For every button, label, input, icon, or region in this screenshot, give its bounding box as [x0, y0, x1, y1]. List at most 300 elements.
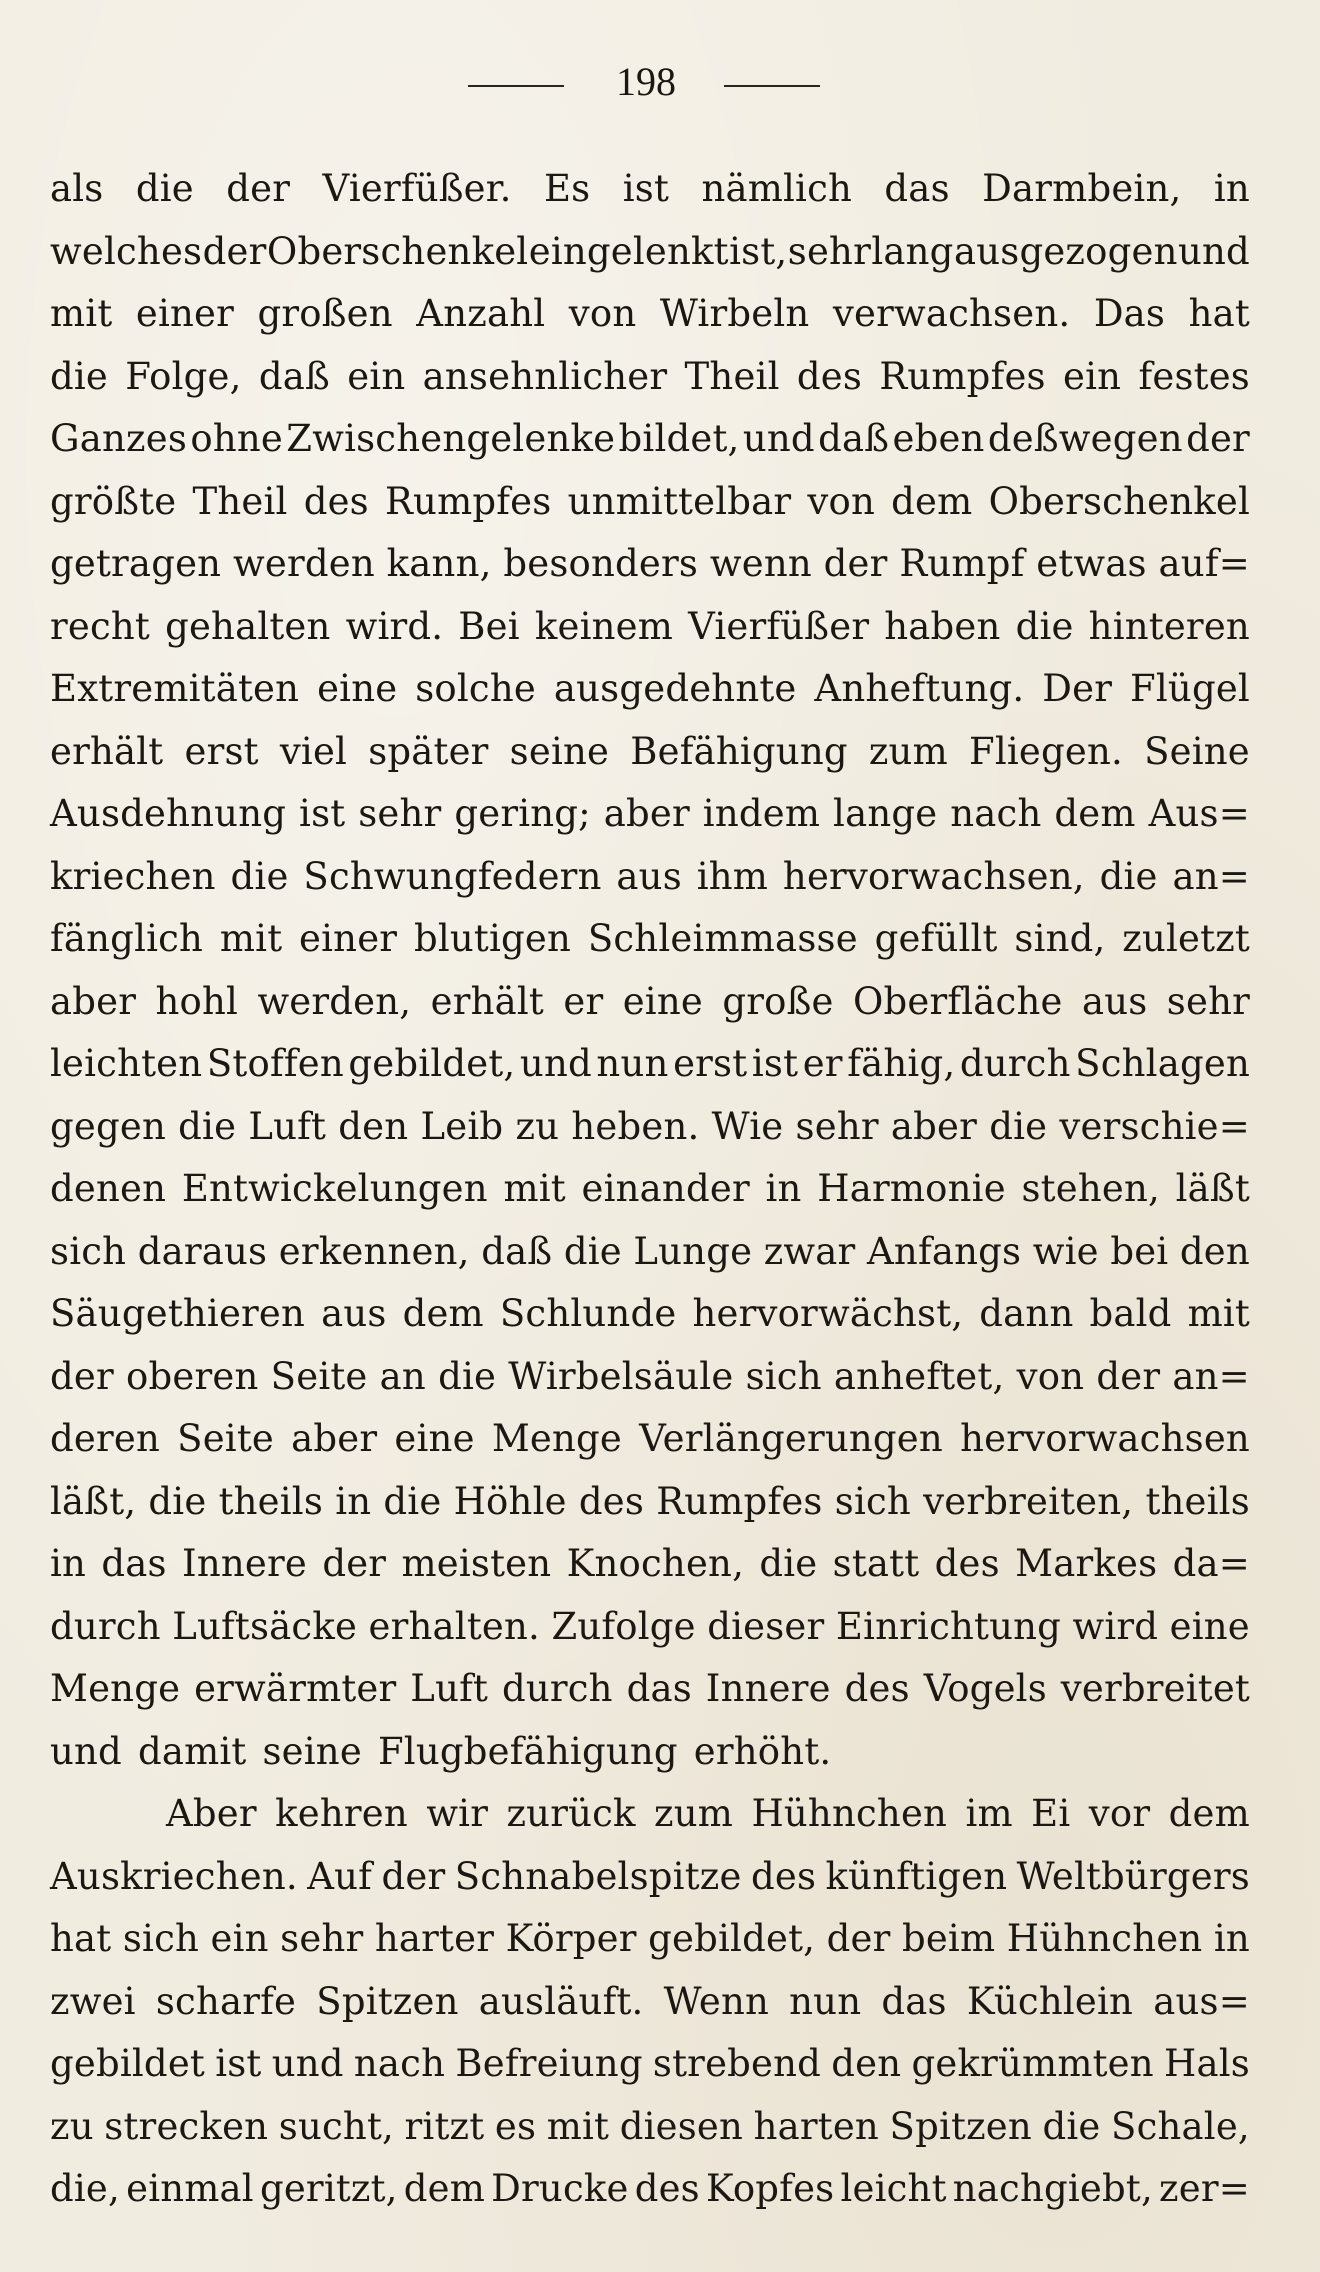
word: Anzahl [416, 292, 546, 335]
word: hervorwächst, [692, 1292, 964, 1335]
word: unmittelbar [567, 479, 792, 523]
word: Befreiung [455, 2042, 643, 2085]
page-number: 198 [616, 59, 676, 104]
word: Luft [410, 1667, 489, 1710]
word: Luft [248, 1104, 327, 1148]
word: aus= [1153, 1979, 1250, 2023]
text-line [50, 1346, 1250, 1409]
word: erkennen, [278, 1229, 470, 1273]
word: an [379, 1354, 426, 1398]
word: dem [402, 1292, 484, 1335]
text-line [50, 533, 1250, 596]
word: bald [1089, 1292, 1172, 1335]
word: durch [50, 1604, 161, 1648]
word: hervorwachsen [960, 1417, 1250, 1460]
word: des [796, 354, 863, 398]
word: Hühnchen [1006, 1917, 1203, 1960]
word: ansehnlicher [422, 354, 668, 398]
word: nun [596, 1042, 669, 1085]
word: Menge [491, 1417, 623, 1460]
word: etwas [1036, 542, 1147, 585]
text-line [50, 1533, 1250, 1596]
word: Rumpfes [385, 479, 552, 523]
word: daß [258, 354, 330, 398]
word: Lunge [633, 1229, 753, 1273]
word: Höhle [453, 1479, 567, 1523]
word: eben [892, 417, 985, 460]
word: dem [403, 2167, 486, 2210]
word: seine [262, 1729, 362, 1773]
word: ritzt [404, 2104, 485, 2148]
word: erwärmter [194, 1667, 397, 1710]
word: Seine [1144, 729, 1250, 773]
word: hat [50, 1917, 112, 1960]
word: blutigen [413, 917, 572, 960]
body-text [50, 158, 1250, 2221]
word: die [563, 1229, 622, 1273]
word: die, [50, 2167, 120, 2210]
word: verbreiten, [923, 1479, 1134, 1523]
word: Knochen, [566, 1542, 745, 1585]
word: erst [184, 729, 259, 773]
word: zum [654, 1792, 734, 1835]
word: indem [702, 792, 821, 835]
word: zu [50, 2104, 94, 2148]
text-line [50, 1721, 1250, 1784]
word: gegen [50, 1104, 166, 1148]
word: ohne [190, 417, 283, 460]
word: die [230, 854, 289, 898]
word: und [742, 417, 815, 460]
word: Flugbefähigung [377, 1729, 678, 1773]
text-line [50, 2158, 1250, 2221]
word: zum [868, 729, 948, 773]
word: das [884, 167, 950, 210]
word: lange [833, 792, 938, 835]
word: große [722, 979, 834, 1023]
word: kann, [386, 542, 492, 585]
word: kehren [275, 1792, 408, 1835]
word: werden [233, 542, 375, 585]
word: erhält [50, 729, 164, 773]
word: Wirbeln [659, 292, 810, 335]
word: Auf [307, 1854, 373, 1898]
word: Schlagen [1075, 1042, 1250, 1085]
word: nun [789, 1979, 862, 2023]
word: läßt [1175, 1167, 1250, 1210]
word: leicht [840, 2167, 947, 2210]
word: sich [745, 1354, 822, 1398]
text-line [50, 971, 1250, 1034]
word: zurück [506, 1792, 636, 1835]
text-line [50, 2096, 1250, 2159]
word: mit [50, 292, 113, 335]
word: als [50, 167, 104, 210]
word: daraus [137, 1229, 268, 1273]
text-line [50, 1971, 1250, 2034]
word: hervorwachsen, [782, 854, 1085, 898]
word: Spitzen [316, 1979, 459, 2023]
word: Vogels [923, 1667, 1047, 1710]
text-line [50, 1658, 1250, 1721]
word: einmal [126, 2167, 254, 2210]
word: Wenn [663, 1979, 770, 2023]
word: deßwegen [987, 417, 1183, 460]
text-line [50, 783, 1250, 846]
text-line [50, 1908, 1250, 1971]
word: sehr [787, 229, 871, 273]
word: sich [834, 1479, 911, 1523]
word: mit [219, 917, 283, 960]
word: solche [415, 667, 536, 710]
word: der [823, 542, 888, 585]
word: geritzt, [259, 2167, 398, 2210]
text-line [50, 1221, 1250, 1284]
word: auf= [1158, 542, 1250, 585]
word: Schale, [1111, 2104, 1250, 2148]
word: nach [950, 792, 1042, 835]
word: gefüllt [874, 917, 998, 960]
word: die [1042, 2104, 1101, 2148]
word: werden, [257, 979, 412, 1023]
word: verschie= [1059, 1104, 1250, 1148]
word: von [807, 479, 876, 523]
word: den [831, 2042, 902, 2085]
word: Extremitäten [50, 667, 300, 710]
text-line [50, 1283, 1250, 1346]
word: daß [818, 417, 890, 460]
word: harter [374, 1917, 495, 1960]
word: anheftet, [833, 1354, 1005, 1398]
word: der [322, 1542, 387, 1585]
word: eingelenkt [528, 229, 729, 273]
word: nach [353, 2042, 446, 2085]
word: Seite [177, 1417, 274, 1460]
word: Menge [50, 1667, 181, 1710]
word: beim [901, 1917, 996, 1960]
word: von [1016, 1354, 1085, 1398]
word: da= [1172, 1542, 1250, 1585]
word: wir [426, 1792, 489, 1835]
word: er [563, 979, 604, 1023]
text-line [50, 1158, 1250, 1221]
word: ist [751, 1042, 799, 1085]
word: Harmonie [817, 1167, 1006, 1210]
word: das [101, 1542, 167, 1585]
word: eine [1169, 1604, 1250, 1648]
word: mit [546, 2104, 610, 2148]
word: oberen [126, 1354, 259, 1398]
text-line [50, 1408, 1250, 1471]
word: Bei [458, 604, 520, 648]
word: durch [501, 1667, 613, 1710]
word: sehr [280, 1917, 364, 1960]
word: Ausdehnung [50, 792, 287, 835]
word: statt [832, 1542, 920, 1585]
word: Kopfes [705, 2167, 835, 2210]
word: dieser [707, 1604, 825, 1648]
word: erhöht. [693, 1729, 832, 1773]
text-line [50, 1783, 1250, 1846]
word: und [271, 2042, 344, 2085]
word: ist [622, 167, 670, 210]
word: seine [509, 729, 610, 773]
word: Es [543, 167, 591, 210]
word: wenn [709, 542, 812, 585]
word: besonders [503, 542, 699, 585]
text-line [50, 1096, 1250, 1159]
word: bei [1110, 1229, 1169, 1273]
word: in [1213, 1917, 1250, 1960]
word: einander [581, 1167, 750, 1210]
word: fänglich [50, 917, 204, 960]
word: Schleimmasse [587, 917, 858, 960]
word: Weltbürgers [1016, 1854, 1250, 1898]
word: meisten [401, 1542, 552, 1585]
word: eine [394, 1417, 475, 1460]
text-line [50, 846, 1250, 909]
word: erst [673, 1042, 748, 1085]
word: im [965, 1792, 1013, 1835]
word: welches [50, 229, 203, 273]
word: hat [1188, 292, 1250, 335]
word: die [1015, 604, 1074, 648]
text-line [50, 658, 1250, 721]
word: zuletzt [1122, 917, 1250, 960]
word: zwei [50, 1979, 136, 2023]
word: Wirbelsäule [508, 1354, 734, 1398]
word: er [802, 1042, 843, 1085]
word: Zufolge [551, 1604, 696, 1648]
word: es [494, 2104, 537, 2148]
word: recht [50, 604, 151, 648]
word: zwar [763, 1229, 856, 1273]
word: Küchlein [966, 1979, 1134, 2023]
word: wie [1032, 1229, 1099, 1273]
word: Zwischengelenke [286, 417, 616, 460]
word: diesen [619, 2104, 744, 2148]
word: Das [1093, 292, 1166, 335]
word: Aber [166, 1792, 257, 1835]
word: ist [299, 792, 346, 835]
word: Leib [420, 1104, 504, 1148]
text-line [50, 158, 1250, 221]
word: verbreitet [1060, 1667, 1250, 1710]
word: sehr [358, 792, 442, 835]
word: erhalten. [368, 1604, 540, 1648]
header-rule-left [468, 85, 564, 87]
word: die [135, 167, 194, 210]
word: die [759, 1542, 818, 1585]
word: Fliegen. [968, 729, 1123, 773]
word: Rumpf [899, 542, 1025, 585]
word: Oberfläche [852, 979, 1063, 1023]
word: strecken [104, 2104, 269, 2148]
word: Drucke [491, 2167, 629, 2210]
word: der [1186, 417, 1250, 460]
word: ausläuft. [478, 1979, 644, 2023]
word: nämlich [701, 167, 853, 210]
word: gebildet, [648, 1917, 816, 1960]
word: zu [515, 1104, 560, 1148]
word: lang [871, 229, 954, 273]
word: des [750, 1854, 817, 1898]
word: läßt, [50, 1479, 137, 1523]
word: und [50, 1729, 122, 1773]
word: ein [210, 1917, 269, 1960]
text-line [50, 1033, 1250, 1096]
word: kriechen [50, 854, 216, 898]
word: daß [481, 1229, 553, 1273]
word: verwachsen. [832, 292, 1071, 335]
text-line [50, 908, 1250, 971]
word: einer [299, 917, 398, 960]
word: leichten [50, 1042, 203, 1085]
word: Befähigung [630, 729, 848, 773]
word: sucht, [278, 2104, 394, 2148]
word: Schnabelspitze [454, 1854, 742, 1898]
word: und [519, 1042, 592, 1085]
word: dem [1168, 1792, 1250, 1835]
word: Einrichtung [835, 1604, 1062, 1648]
word: eine [622, 979, 703, 1023]
word: die [148, 1479, 207, 1523]
word: denen [50, 1167, 167, 1210]
word: hohl [155, 979, 239, 1023]
word: dem [1054, 792, 1136, 835]
word: getragen [50, 542, 222, 585]
word: ausgedehnte [553, 667, 797, 710]
word: gebildet, [348, 1042, 516, 1085]
word: vor [1088, 1792, 1151, 1835]
word: der [826, 1917, 891, 1960]
word: Der [1042, 667, 1113, 710]
text-line [50, 1596, 1250, 1659]
word: ist, [729, 229, 788, 273]
word: sich [122, 1917, 200, 1960]
word: des [303, 479, 369, 523]
word: Körper [505, 1917, 637, 1960]
word: Theil [192, 479, 288, 523]
word: und [1178, 229, 1250, 273]
word: aber [603, 792, 690, 835]
word: Wie [711, 1104, 784, 1148]
word: deren [50, 1417, 160, 1460]
word: heben. [571, 1104, 700, 1148]
word: bildet, [618, 417, 740, 460]
header-rule-right [724, 85, 820, 87]
word: der [381, 1854, 446, 1898]
word: aber [291, 1417, 378, 1460]
word: Aus= [1148, 792, 1250, 835]
word: an= [1172, 854, 1250, 898]
word: aber [890, 1104, 978, 1148]
word: der [1096, 1354, 1161, 1398]
text-line [50, 221, 1250, 284]
word: Flügel [1130, 667, 1250, 710]
word: Theil [684, 354, 780, 398]
word: das [881, 1979, 947, 2023]
word: des [844, 1667, 910, 1710]
word: des [634, 2167, 700, 2210]
word: die [1099, 854, 1158, 898]
word: ein [347, 354, 406, 398]
word: Oberschenkel [266, 229, 529, 273]
word: strebend [652, 2042, 822, 2085]
word: zer= [1159, 2167, 1250, 2210]
word: Vierfüßer. [322, 167, 512, 210]
word: sehr [795, 1104, 879, 1148]
word: Vierfüßer [688, 604, 870, 648]
word: in [335, 1479, 372, 1523]
word: theils [218, 1479, 324, 1523]
word: der [226, 167, 291, 210]
word: Folge, [125, 354, 242, 398]
word: in [1213, 167, 1250, 210]
word: dem [891, 479, 973, 523]
word: aber [50, 979, 137, 1023]
word: größte [50, 479, 177, 523]
text-line [50, 1846, 1250, 1909]
word: hinteren [1088, 604, 1250, 648]
word: sind, [1014, 917, 1106, 960]
text-line [50, 346, 1250, 409]
word: in [765, 1167, 802, 1210]
word: theils [1145, 1479, 1250, 1523]
word: Markes [1015, 1542, 1158, 1585]
word: Darmbein, [982, 167, 1182, 210]
text-line [50, 2033, 1250, 2096]
text-line [50, 721, 1250, 784]
word: sehr [1166, 979, 1250, 1023]
word: Säugethieren [50, 1292, 306, 1335]
word: Stoffen [206, 1042, 344, 1085]
word: aus [1081, 979, 1148, 1023]
word: dann [979, 1292, 1074, 1335]
word: die [989, 1104, 1048, 1148]
word: der [202, 229, 267, 273]
word: wird. [345, 604, 444, 648]
word: ausgezogen [953, 229, 1178, 273]
word: Innere [705, 1667, 831, 1710]
word: das [626, 1667, 692, 1710]
word: durch [959, 1042, 1071, 1085]
word: Luftsäcke [172, 1604, 358, 1648]
word: erhält [430, 979, 544, 1023]
word: Auskriechen. [50, 1854, 298, 1898]
word: mit [503, 1167, 566, 1210]
word: aus [616, 854, 682, 898]
word: von [568, 292, 637, 335]
word: Ganzes [50, 417, 188, 460]
word: gebildet [50, 2042, 205, 2085]
word: scharfe [155, 1979, 297, 2023]
word: Innere [182, 1542, 308, 1585]
word: Ei [1031, 1792, 1071, 1835]
word: ein [1063, 354, 1122, 398]
word: wird [1072, 1604, 1159, 1648]
text-line [50, 471, 1250, 534]
text-line [50, 1471, 1250, 1534]
word: gekrümmten [911, 2042, 1154, 2085]
word: Anheftung. [814, 667, 1025, 710]
word: haben [884, 604, 1001, 648]
word: die [438, 1354, 497, 1398]
word: später [368, 729, 489, 773]
word: der [50, 1354, 114, 1398]
word: ist [215, 2042, 262, 2085]
word: aus [321, 1292, 387, 1335]
